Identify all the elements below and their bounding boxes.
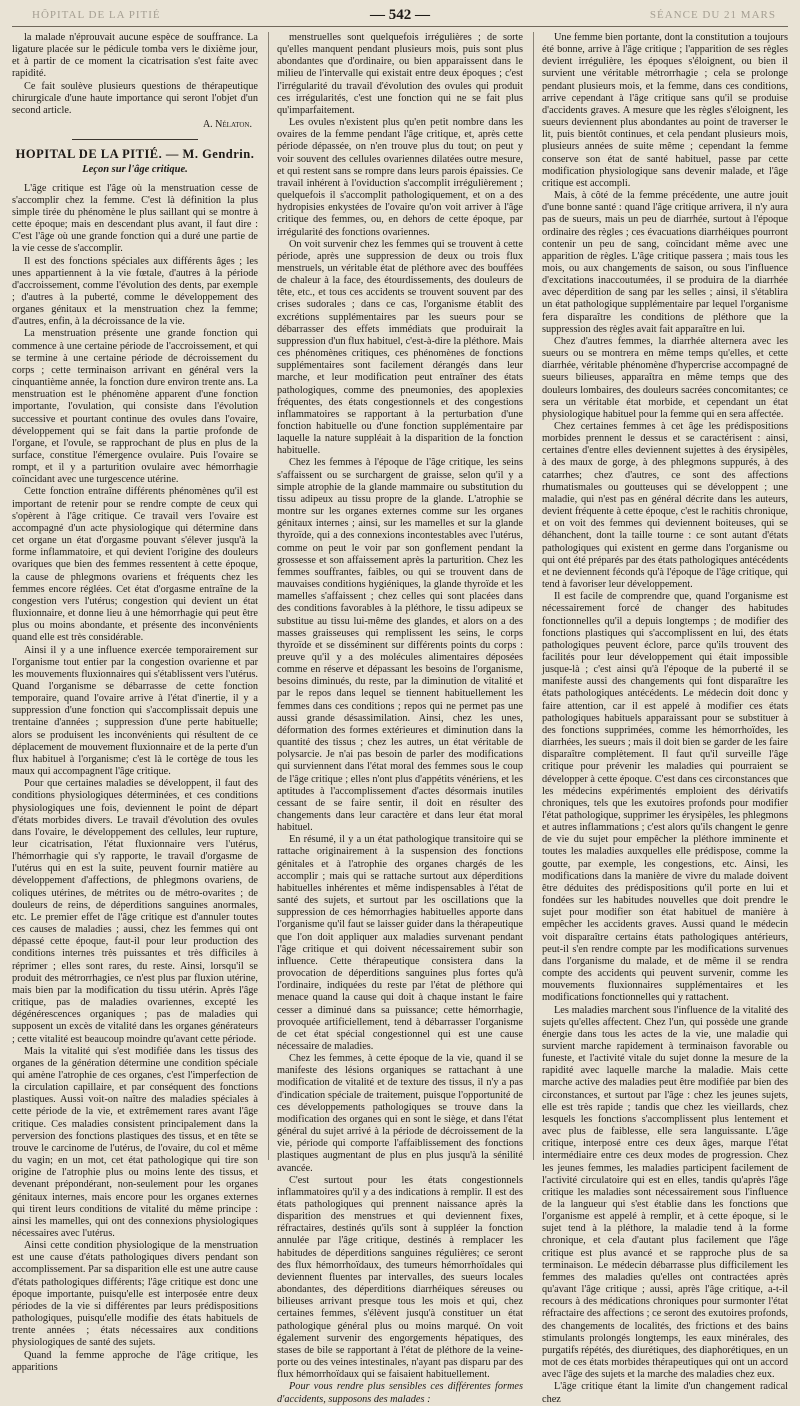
paragraph: Chez d'autres femmes, la diarrhée alternera avec les sueurs ou se montrera en même temps qu'elles, et cette diarrhée, véritable phénomène d'hypercrise accompagné de sueurs bilieuses, apparaîtra en même temps que des douleurs lombaires, des douleurs sacrées concomitantes; ce sera un véritable état morbide, et cependant un état physiologique habituel pour la femme qui en sera affectée. [542,335,788,420]
header-left-show-through: HÔPITAL DE LA PITIÉ [32,9,161,21]
article-body-col3 [542,32,788,1406]
column-1 [12,32,258,1373]
column-2 [268,32,523,1405]
column-3 [533,32,788,1405]
text-columns [12,32,788,1405]
section-divider [72,139,198,140]
paragraph: la malade n'éprouvait aucune espèce de souffrance. La ligature placée sur le pédicule tomba vers le dixième jour, et à partir de ce moment la cicatrisation s'est faite avec rapidité. [12,32,258,80]
paragraph: Une femme bien portante, dont la constitution a toujours été bonne, arrive à l'âge critique ; l'apparition de ses règles devient irrégulière, les époques s'éloignent, ou bien il survient une véritable métrorrhagie ; cela se prolonge pendant plusieurs mois, et la femme, dans ces conditions, arrive cependant à l'âge critique sans qu'il se produise d'accidents graves. A mesure que les règles s'éloignent, les sueurs deviennent plus abondantes au point de traverser le lit, puis bientôt continues, et cela pendant plusieurs mois, plusieurs années de suite même ; cependant la femme conserve son état de santé habituel, passe par cette modification physiologique sans devenir malade, et l'âge critique est accompli. [542,32,788,189]
paragraph: Il est des fonctions spéciales aux différents âges ; les unes appartiennent à la vie fœtale, d'autres à la période d'accroissement, comme l'évolution des dents, par exemple ; d'autres à la puberté, comme le développement des organes génitaux et la menstruation chez la femme; d'autres, enfin, à la décroissance de la vie. [12,255,258,328]
paragraph: Les ovules n'existent plus qu'en petit nombre dans les ovaires de la femme pendant l'âge critique, et, après cette période dépassée, on n'en trouve plus du tout; on peut y voir souvent des cellules ovariennes dilatées outre mesure, et qui restent sans se rompre dans leurs parois épaissies. Ce travail inhérent à l'oviduction s'accomplit irrégulièrement ; quelquefois il s'accomplit pathologiquement, et on a des hydropisies enkystées de l'ovaire qu'on voit arriver à l'âge critique des femmes, ou, en dehors de cette époque, par irrégularité des fonctions ovariennes. [277,117,523,238]
paragraph: La menstruation présente une grande fonction qui commence à une certaine période de l'accroissement, et qui se termine à une certaine période de décroissement du corps ; cette terminaison arrivant en général vers la cinquantième année, la fonction dure environ trente ans. La menstruation est le phénomène apparent d'une fonction importante, l'ovulation, qui consiste dans l'évolution successive et pourtant continue des ovules dans l'ovaire, développement qui se fait dans la partie profonde de l'organe, et l'ovule, se rapprochant de plus en plus de la surface, constitue l'émergence ovulaire. Puis l'ovaire se rompt, et il y a parturition ovulaire avec hémorrhagie coïncidant avec une turgescence utérine. [12,328,258,486]
paragraph: L'âge critique est l'âge où la menstruation cesse de s'accomplir chez la femme. C'est là définition la plus simple tirée du phénomène le plus saillant qui se montre à cette époque; mais en descendant plus avant, il faut dire : C'est l'âge où une grande fonction qui a duré une partie de la vie cesse de s'accomplir. [12,182,258,255]
header-right-show-through: SÉANCE DU 21 MARS [649,9,776,21]
paragraph: Pour que certaines maladies se développent, il faut des conditions physiologiques déterminées, et ces conditions physiologiques une fois, deviennent le point de départ d'états morbides divers. Le travail d'évolution des ovules dans l'ovaire, le développement des cellules, leur rupture, leur cicatrisation, l'état fluxionnaire vers l'utérus, l'hémorrhagie qui s'y rapporte, le travail d'orgasme de l'utérus qui en est la suite, peuvent fournir matière au développement d'affections, de phlegmons ovariens, de coliques utérines, de métrites ou de métro-ovarites ; de douleurs de reins, de déperditions sanguines anormales, etc. Le premier effet de l'âge critique est d'annuler toutes ces causes de maladies ; aussi, chez les femmes qui ont dépassé cette époque, faut-il pour leur production des conditions internes très puissantes et très difficiles à réprimer ; elles sont rares, du reste. Ainsi, lorsqu'il se produit des métrorrhagies, ce n'est plus par fluxion utérine, mais bien par la modification du tissu utérin. Après l'âge critique, pas de maladies ovariennes, excepté les dégénérescences organiques ; pas de maladies qui supposent un excès de vitalité dans les organes générateurs ; cette vitalité est beaucoup moindre qu'avant cette période. [12,778,258,1045]
paragraph: menstruelles sont quelquefois irrégulières ; de sorte qu'elles manquent pendant plusieurs mois, puis sont plus abondantes que d'ordinaire, ou bien apparaissent dans le milieu de l'intervalle qui existait entre deux époques ; c'est l'irrégularité du travail d'évolution des ovules qui produit ces irrégularités, c'est une fonction qui ne se fait plus qu'imparfaitement. [277,32,523,116]
intro-block [12,32,258,117]
paragraph: Quand la femme approche de l'âge critique, les apparitions [12,1349,258,1373]
article-body-col1 [12,183,258,1374]
paragraph: Ainsi cette condition physiologique de la menstruation est une cause d'états pathologiques divers pendant son accomplissement. Par sa disparition elle est une autre cause d'états pathologiques différents; l'âge critique est donc une époque importante, puisqu'elle est interposée entre deux périodes de la vie si différentes par leurs prédispositions pathologiques, puisqu'elle modifie des états habituels de trente années ; états nécessaires aux conditions physiologiques de santé des sujets. [12,1240,258,1349]
article-body-col2 [277,32,523,1381]
column-2-closing-line: Pour vous rendre plus sensibles ces différentes formes d'accidents, supposons des malades : [277,1381,523,1405]
paragraph: Ce fait soulève plusieurs questions de thérapeutique chirurgicale d'une haute importance qui seront l'objet d'un second article. [12,80,258,116]
paragraph: Mais la vitalité qui s'est modifiée dans les tissus des organes de la génération détermine une condition spéciale qui amène l'atrophie de ces organes, c'est l'imperfection de la circulation capillaire, et par conséquent des fonctions plastiques. Aussi voit-on naître des maladies spéciales à cette période de la vie, et extrêmement rares avant l'âge critique. Ces maladies consistent principalement dans la perversion des fonctions plastiques des tissus, et en tête se trouve le carcinome de l'utérus, de l'ovaire, du col et même du vagin; en un mot, cet état pathologique qui tire son origine de l'atrophie plus ou moins lente des tissus, et devenant prépondérant, non-seulement pour les organes génitaux internes, mais encore pour les organes externes qui tirent leurs conditions de vitalité du même principe : ainsi les mamelles, qui ont des connexions physiologiques nécessaires avec l'utérus. [12,1045,258,1239]
paragraph: Chez les femmes, à cette époque de la vie, quand il se manifeste des lésions organiques se rattachant à une modification de vitalité et de texture des tissus, il n'y a pas d'indication spéciale de traitement, puisque l'opportunité de ces développements pathologiques se trouve dans la modification des organes qui en sont le siège, et dans l'état général du sujet arrivé à la période de décroissement de la vie, période qui comporte l'affaiblissement des fonctions plastiques augmentant de plus en plus jusqu'à la sénilité avancée. [277,1053,523,1174]
paragraph: Chez les femmes à l'époque de l'âge critique, les seins s'affaissent ou se surchargent de graisse, selon qu'il y a simple atrophie de la glande mammaire ou substitution du tissu adipeux au tissu propre de la glande. L'atrophie se montre sur les organes externes comme sur les organes génitaux internes ; ainsi, sur les mamelles et sur la glande thyroïde, qui a des connexions incontestables avec l'utérus, comme on peut le voir par son gonflement pendant la grossesse et son affaissement après la parturition. Chez les femmes souffrantes, faibles, ou qui se trouvent dans de mauvaises conditions hygiéniques, la glande thyroïde et les mamelles s'affaissent ; chez celles qui sont placées dans des conditions favorables à la pléthore, le tissu adipeux se substitue au tissu lui-même des glandes, et alors on a des masses graisseuses qui remplissent les seins, le corps thyroïde et se disséminent sur différents points du corps : preuve qu'il y a des molécules alimentaires déposées comme en réserve et dépassant les besoins de l'organisme, besoins diminués, du reste, par la diminution de vitalité et par le repos dans lequel se tiennent habituellement les femmes dans ces conditions ; repos qui ne permet pas une aussi grande désassimilation. Ainsi, chez les unes, déformation des formes extérieures et diminution dans la quantité des tissus ; chez les autres, un état véritable de polysarcie. Je n'ai pas besoin de parler des modifications qui surviennent dans l'état moral des femmes sous le coup de l'âge critique ; elles n'ont plus d'appétits vénériens, et les aptitudes à l'accomplissement d'actes désormais inutiles cessant de se faire sentir, il doit en résulter des changements dans leur caractère et dans leur état moral habituel. [277,457,523,834]
running-header [12,6,788,27]
paragraph: Cette fonction entraîne différents phénomènes qu'il est important de retenir pour se rendre compte de ceux qui s'opèrent à l'âge critique. Ce travail vers l'ovaire est accompagné d'un acte physiologique qui détermine dans cet organe un état d'orgasme pouvant s'élever jusqu'à la forme inflammatoire, et qui devient l'origine des douleurs ovariques que bien des femmes ressentent à cette époque, la cause de phlegmons ovariens et fréquents chez les femmes encore réglées. Cet état d'orgasme entraîne de la congestion vers l'utérus; congestion qui devient un état fluxionnaire, et donne lieu à une hémorrhagie qui peut être plus ou moins abondante, et présente des inconvénients quand elle est très considérable. [12,486,258,644]
paragraph: L'âge critique étant la limite d'un changement radical chez [542,1381,788,1405]
paragraph: On voit survenir chez les femmes qui se trouvent à cette période, après une suppression de deux ou trois flux menstruels, un véritable état de pléthore avec des bouffées de chaleur à la face, des étourdissements, des douleurs de tête, etc., et tous ces accidents se trouvent souvent par des crises sudorales ; dans ce cas, l'organisme établit des excrétions supplémentaires par les sueurs pour se débarrasser des effets immédiats que produirait la suppression d'un flux habituel, c'est-à-dire la pléthore. Mais ces phénomènes critiques, ces phénomènes de fonctions supplémentaires sont facilement dérangés dans leur marche, et leur modification peut entraîner des états pathologiques, comme des pneumonies, des apoplexies fréquentes, des états congestionnels et des congestions inflammatoires se rapportant à la perturbation d'une fonction habituelle ou d'une fonction supplémentaire par laquelle la nature suppléait à la disparition de la fonction habituelle. [277,238,523,457]
paragraph: Il est facile de comprendre que, quand l'organisme est nécessairement forcé de changer des habitudes fonctionnelles qu'il a depuis longtemps ; de modifier des fonctions plastiques qui s'accomplissent en lui, des états pathologiques peuvent éclore, parce qu'ils trouvent des facilités pour leur développement qui était impossible jusque-là ; c'est ainsi qu'à l'époque de la puberté il se manifeste aussi des changements qui font disparaître les états pathologiques antécédents. Le médecin doit donc y faire attention, car il est appelé à modifier ces états pathologiques habituels apparaissant pour se substituer à des fonctions supprimées, comme les hémorrhoïdes, les diarrhées, les sueurs ; mais il doit bien se garder de les faire disparaître complètement. Il faut qu'il surveille l'âge critique pour prévenir les maladies qui pourraient se développer à cette époque. C'est dans ces circonstances que les médecins expérimentés emploient des dérivatifs chroniques, tels que les exutoires profonds pour modifier l'état pathologique, supprimer les érysipèles, les phlegmons et autres inflammations ; c'est alors qu'ils changent le genre de vie du sujet pour empêcher la pléthore imminente et toutes les maladies auxquelles elle prédispose, comme la goutte, par exemple, les congestions, etc. Ainsi, les modifications dans la manière de vivre du malade doivent être déduites des prédispositions qu'il porte en lui et fondées sur les habitudes nouvelles que doit prendre le sujet pour modifier son état habituel de manière à empêcher les accidents graves. Aussi quand le médecin voit disparaître certains états pathologiques antérieurs, peut-il s'en rendre compte par les modifications survenues dans l'organisme du malade, et de même il se rendra compte des accidents qui peuvent survenir, comme les mouvements fluxionnaires supplémentaires et les modifications fonctionnelles qui y rattachent. [542,591,788,1004]
section-subtitle: Leçon sur l'âge critique. [82,164,188,176]
paragraph: En résumé, il y a un état pathologique transitoire qui se rattache originairement à la suspension des fonctions génitales et à l'atrophie des organes chargés de les accomplir ; mais qui se rattache surtout aux déperditions habituelles inhérentes et même indispensables à l'état de santé des sujets, et surtout par les oscillations que la suppression de ces hémorrhagies habituelles apporte dans l'organisme qu'il faut se laisser guider dans la thérapeutique que l'on doit appliquer aux maladies survenant pendant l'âge critique et qui doivent nécessairement subir son influence. Cette thérapeutique consistera dans la provocation de déperditions sanguines plus fortes qu'à l'ordinaire, indiquées du reste par l'état de pléthore qui menace quand la cause qui doit à chaque instant le faire cesser a diminué dans sa puissance; cette hémorrhagie, provoquée artificiellement, tend à débarrasser l'organisme de cet état spécial congestionnel qui est une cause nécessaire de maladies. [277,834,523,1052]
paragraph: Ainsi il y a une influence exercée temporairement sur l'organisme tout entier par la congestion ovarienne et par les mouvements fluxionnaires qui s'établissent vers l'utérus. Quand l'organisme se débarrasse de cette fonction temporaire, quand l'ovaire arrive à l'état d'inertie, il y a suppression d'une fonction qui s'accomplissait depuis une trentaine d'années ; suppression d'une perte habituelle; alors se produisent les inconvénients qui résultent de ce déplacement de mouvement fluxionnaire et de la perte d'un flux habituel à l'organisme; c'est là le cortège de tous les maux qui accompagnent l'âge critique. [12,644,258,778]
author-signature: A. Nélaton. [202,119,252,131]
paragraph: C'est surtout pour les états congestionnels inflammatoires qu'il y a des indications à remplir. Il est des états pathologiques qui prennent naissance après la disparition des menstrues et qui deviennent fixes, réfractaires, destinés qu'ils sont à suppléer la fonction annulée par l'âge critique, destinés à remplacer les habitudes de déperditions sanguines régulières; ce seront des flux hémorrhoïdaux, des tumeurs hémorrhoïdales qui deviennent fluentes par intervalles, des sueurs locales abondantes, des déperditions diarrhéiques séreuses ou bilieuses arrivant presque tous les mois et qui, chez certaines femmes, s'élèvent jusqu'à constituer un état pathologique général plus ou moins marqué. On voit également survenir des engorgements hépatiques, des stases de bile se rapportant à l'état de pléthore de la veine-porte ou des veines intestinales, n'ayant pas disparu par des flux hémorrhoïdaux qui se faisaient habituellement. [277,1174,523,1381]
paragraph: Chez certaines femmes à cet âge les prédispositions morbides prennent le dessus et se caractérisent : ainsi, certaines d'entre elles deviennent sujettes à des érysipèles, à des maux de gorge, à des phlegmons suppurés, à des catarrhes; chez d'autres, ce sont des affections rhumatismales ou goutteuses qui se développent ; une maladie, qui n'est pas en général décrite dans les auteurs, devient fréquente à cette époque, c'est le rachitis chronique, et on voit des femmes qui deviennent boiteuses, qui se déhanchent, dont la taille tourne : ce sont autant d'états pathologiques qui existent en germe dans l'organisme ou qui ont été préparés par des états pathologiques antécédents et ne deviennent féconds qu'à l'époque de l'âge critique, qui tend à favoriser leur développement. [542,421,788,591]
paragraph: Mais, à côté de la femme précédente, une autre jouit d'une bonne santé : quand l'âge critique arrivera, il n'y aura pas de sueurs, mais un peu de diarrhée, surtout à l'époque ordinaire des règles ; ces évacuations diarrhéiques pourront contenir un peu de sang, coïncidant même avec une apparition de règles. L'âge critique passera ; mais tous les mois, ou aux changements de saison, ou sous l'influence d'excitations inaccoutumées, il se produira de la diarrhée avec déperdition de sang par les selles ; ainsi, il s'établira un état pathologique supplémentaire par lequel l'organisme fera disparaître les conditions de pléthore que la suppression des règles avait fait apparaître en lui. [542,190,788,335]
paragraph: Les maladies marchent sous l'influence de la vitalité des sujets qu'elles affectent. Chez l'un, qui possède une grande énergie dans tous les actes de la vie, une maladie qui survient marche rapidement à terminaison favorable ou funeste, et l'activité vitale du sujet donne la mesure de la rapidité avec laquelle marche la maladie. Mais cette marche active des maladies peut être modifiée par bien des circonstances, et surtout par l'âge : chez les jeunes sujets, elle est très rapide ; tandis que chez les vieillards, chez lesquels les fonctions s'accomplissent plus lentement et avec plus de faiblesse, elle sera languissante. L'âge critique, interposé entre ces deux âges, marque l'état intermédiaire entre ces deux modes de progression. Chez les jeunes femmes, les maladies participent facilement de l'activité circulatoire qui est en elles, tandis qu'après l'âge critique les maladies sont nécessairement sous l'influence de la langueur qui s'est établie dans les fonctions que l'organisme est appelé à remplir, et à cette époque, si le sujet tend à la pléthore, la maladie tend à la forme chronique, et cela d'autant plus facilement que l'âge critique est plus avancé et se rapproche plus de sa terminaison. Le médecin débarrasse plus difficilement les femmes des maladies qu'elles ont contractées après qu'avant l'âge critique ; aussi, après l'âge critique, a-t-il recours à des médications chroniques pour surmonter l'état réfractaire des affections ; ce seront des exutoires profonds, des changements de localités, des frictions et des bains stimulants prolongés longtemps, les eaux minérales, des purgatifs répétés, des diurétiques, des diaphorétiques, en un mot de ces états morbides thérapeutiques qui ont un accord avec l'âge des sujets et la marche des maladies chez eux. [542,1004,788,1381]
section-title: HOPITAL DE LA PITIÉ. — M. Gendrin. [15,147,255,162]
page-number: — 542 — [370,7,430,23]
